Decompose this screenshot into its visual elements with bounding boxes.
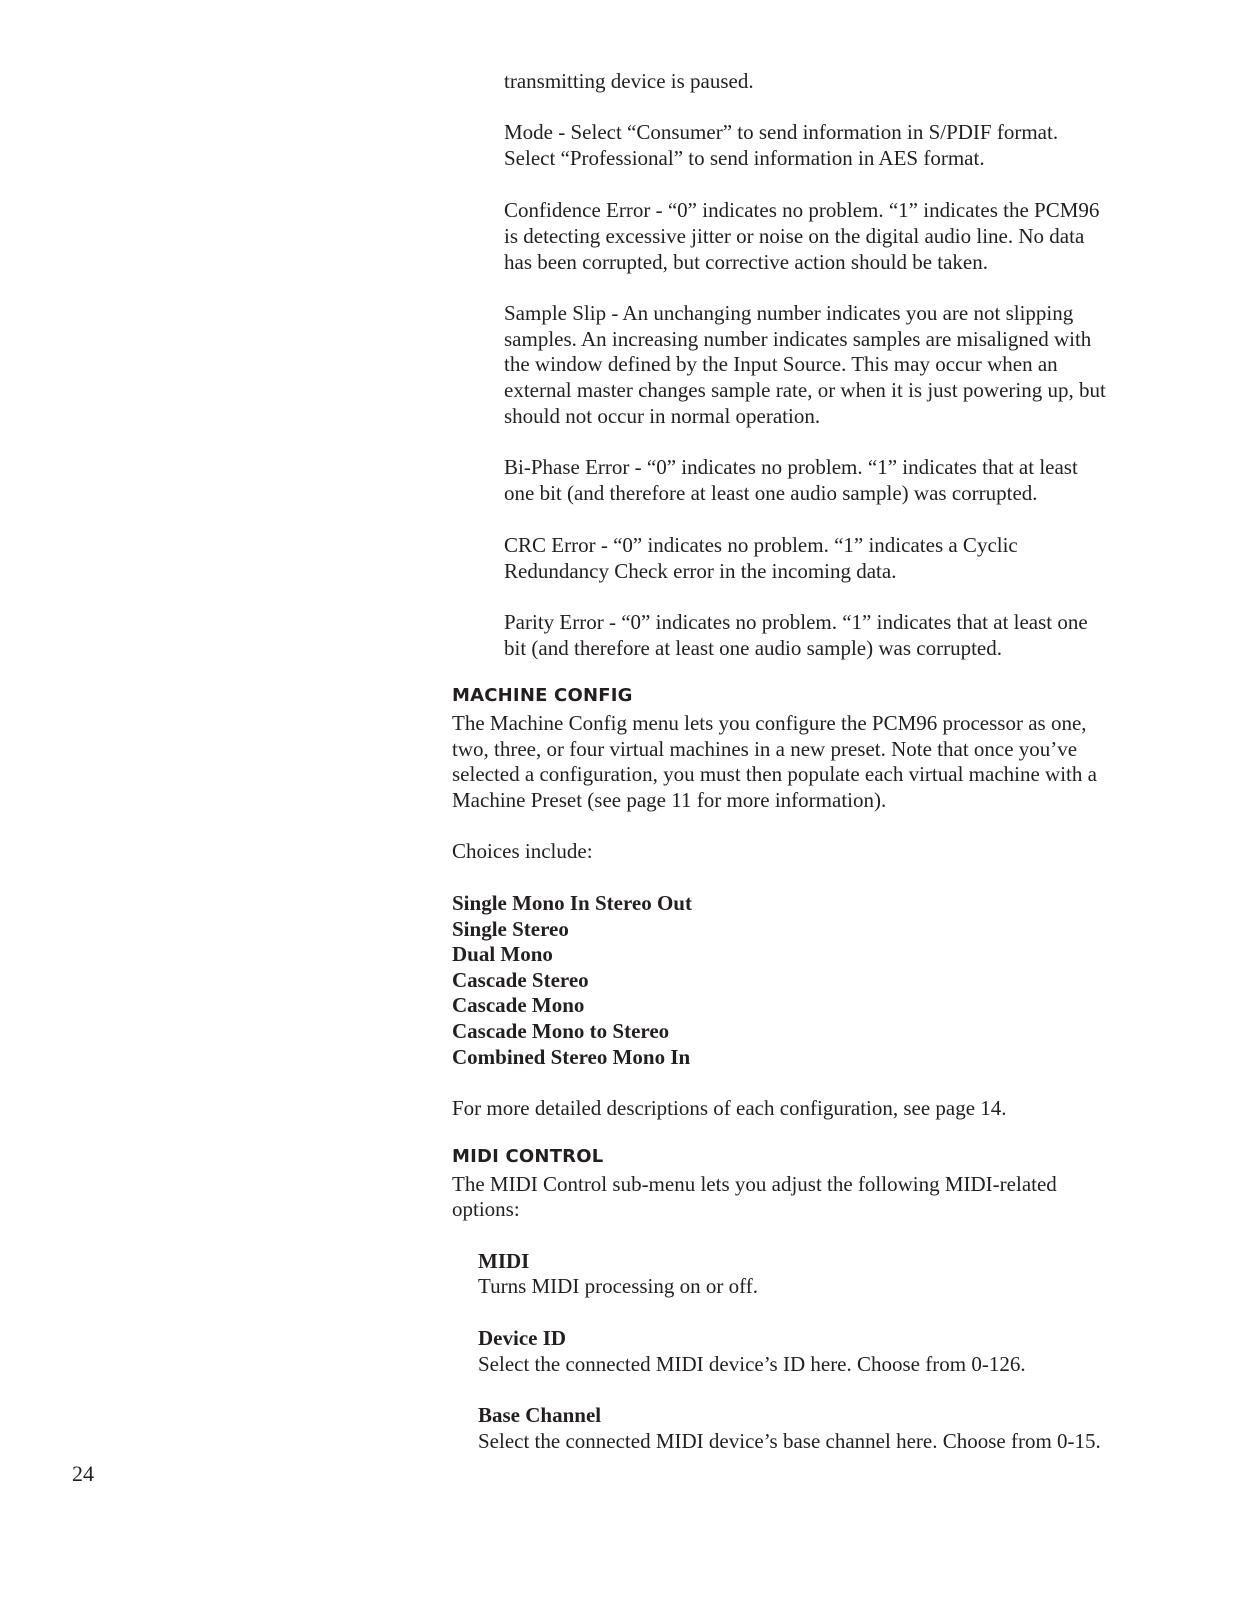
machine-config-description-line: The Machine Config menu lets you configure the PCM96 processor as one, (452, 711, 1087, 735)
intro-line: transmitting device is paused. (504, 69, 754, 93)
crc-error-line: CRC Error - “0” indicates no problem. “1” indicates a Cyclic (504, 533, 1018, 557)
midi-option-description: Turns MIDI processing on or off. (478, 1274, 758, 1298)
config-choice: Single Mono In Stereo Out (452, 891, 692, 915)
crc-error-line: Redundancy Check error in the incoming data. (504, 559, 897, 583)
machine-config-heading: MACHINE CONFIG (452, 685, 633, 706)
config-choice: Cascade Stereo (452, 968, 589, 992)
sample-slip-line: should not occur in normal operation. (504, 404, 821, 428)
device-id-option-name: Device ID (478, 1326, 567, 1350)
sample-slip-line: Sample Slip - An unchanging number indicates you are not slipping (504, 301, 1074, 325)
device-id-option-description: Select the connected MIDI device’s ID here. Choose from 0-126. (478, 1352, 1026, 1376)
bi-phase-error-line: one bit (and therefore at least one audio sample) was corrupted. (504, 481, 1038, 505)
config-choice: Combined Stereo Mono In (452, 1045, 691, 1069)
spdif-mode-line: Select “Professional” to send information in AES format. (504, 146, 985, 170)
machine-config-footer: For more detailed descriptions of each configuration, see page 14. (452, 1096, 1007, 1120)
machine-config-description-line: selected a configuration, you must then populate each virtual machine with a (452, 762, 1097, 786)
config-choice: Cascade Mono (452, 993, 585, 1017)
spdif-mode-line: Mode - Select “Consumer” to send information in S/PDIF format. (504, 120, 1059, 144)
confidence-error-line: is detecting excessive jitter or noise on the digital audio line. No data (504, 224, 1085, 248)
sample-slip-line: samples. An increasing number indicates samples are misaligned with (504, 327, 1092, 351)
base-channel-option-name: Base Channel (478, 1403, 602, 1427)
parity-error-line: Parity Error - “0” indicates no problem. “1” indicates that at least one (504, 610, 1088, 634)
page-number: 24 (72, 1461, 94, 1486)
config-choice: Dual Mono (452, 942, 553, 966)
confidence-error-line: has been corrupted, but corrective action should be taken. (504, 250, 988, 274)
midi-option-name: MIDI (478, 1249, 530, 1273)
config-choice: Single Stereo (452, 917, 569, 941)
machine-config-description-line: two, three, or four virtual machines in a new preset. Note that once you’ve (452, 737, 1078, 761)
sample-slip-line: the window defined by the Input Source. This may occur when an (504, 352, 1058, 376)
midi-control-description-line: options: (452, 1197, 520, 1221)
parity-error-line: bit (and therefore at least one audio sample) was corrupted. (504, 636, 1002, 660)
sample-slip-line: external master changes sample rate, or when it is just powering up, but (504, 378, 1106, 402)
confidence-error-line: Confidence Error - “0” indicates no problem. “1” indicates the PCM96 (504, 198, 1100, 222)
midi-control-description-line: The MIDI Control sub-menu lets you adjust the following MIDI-related (452, 1172, 1057, 1196)
machine-config-description-line: Machine Preset (see page 11 for more information). (452, 788, 887, 812)
choices-intro: Choices include: (452, 839, 593, 863)
config-choice: Cascade Mono to Stereo (452, 1019, 670, 1043)
bi-phase-error-line: Bi-Phase Error - “0” indicates no problem. “1” indicates that at least (504, 455, 1078, 479)
base-channel-option-description: Select the connected MIDI device’s base channel here. Choose from 0-15. (478, 1429, 1101, 1453)
midi-control-heading: MIDI CONTROL (452, 1146, 604, 1167)
